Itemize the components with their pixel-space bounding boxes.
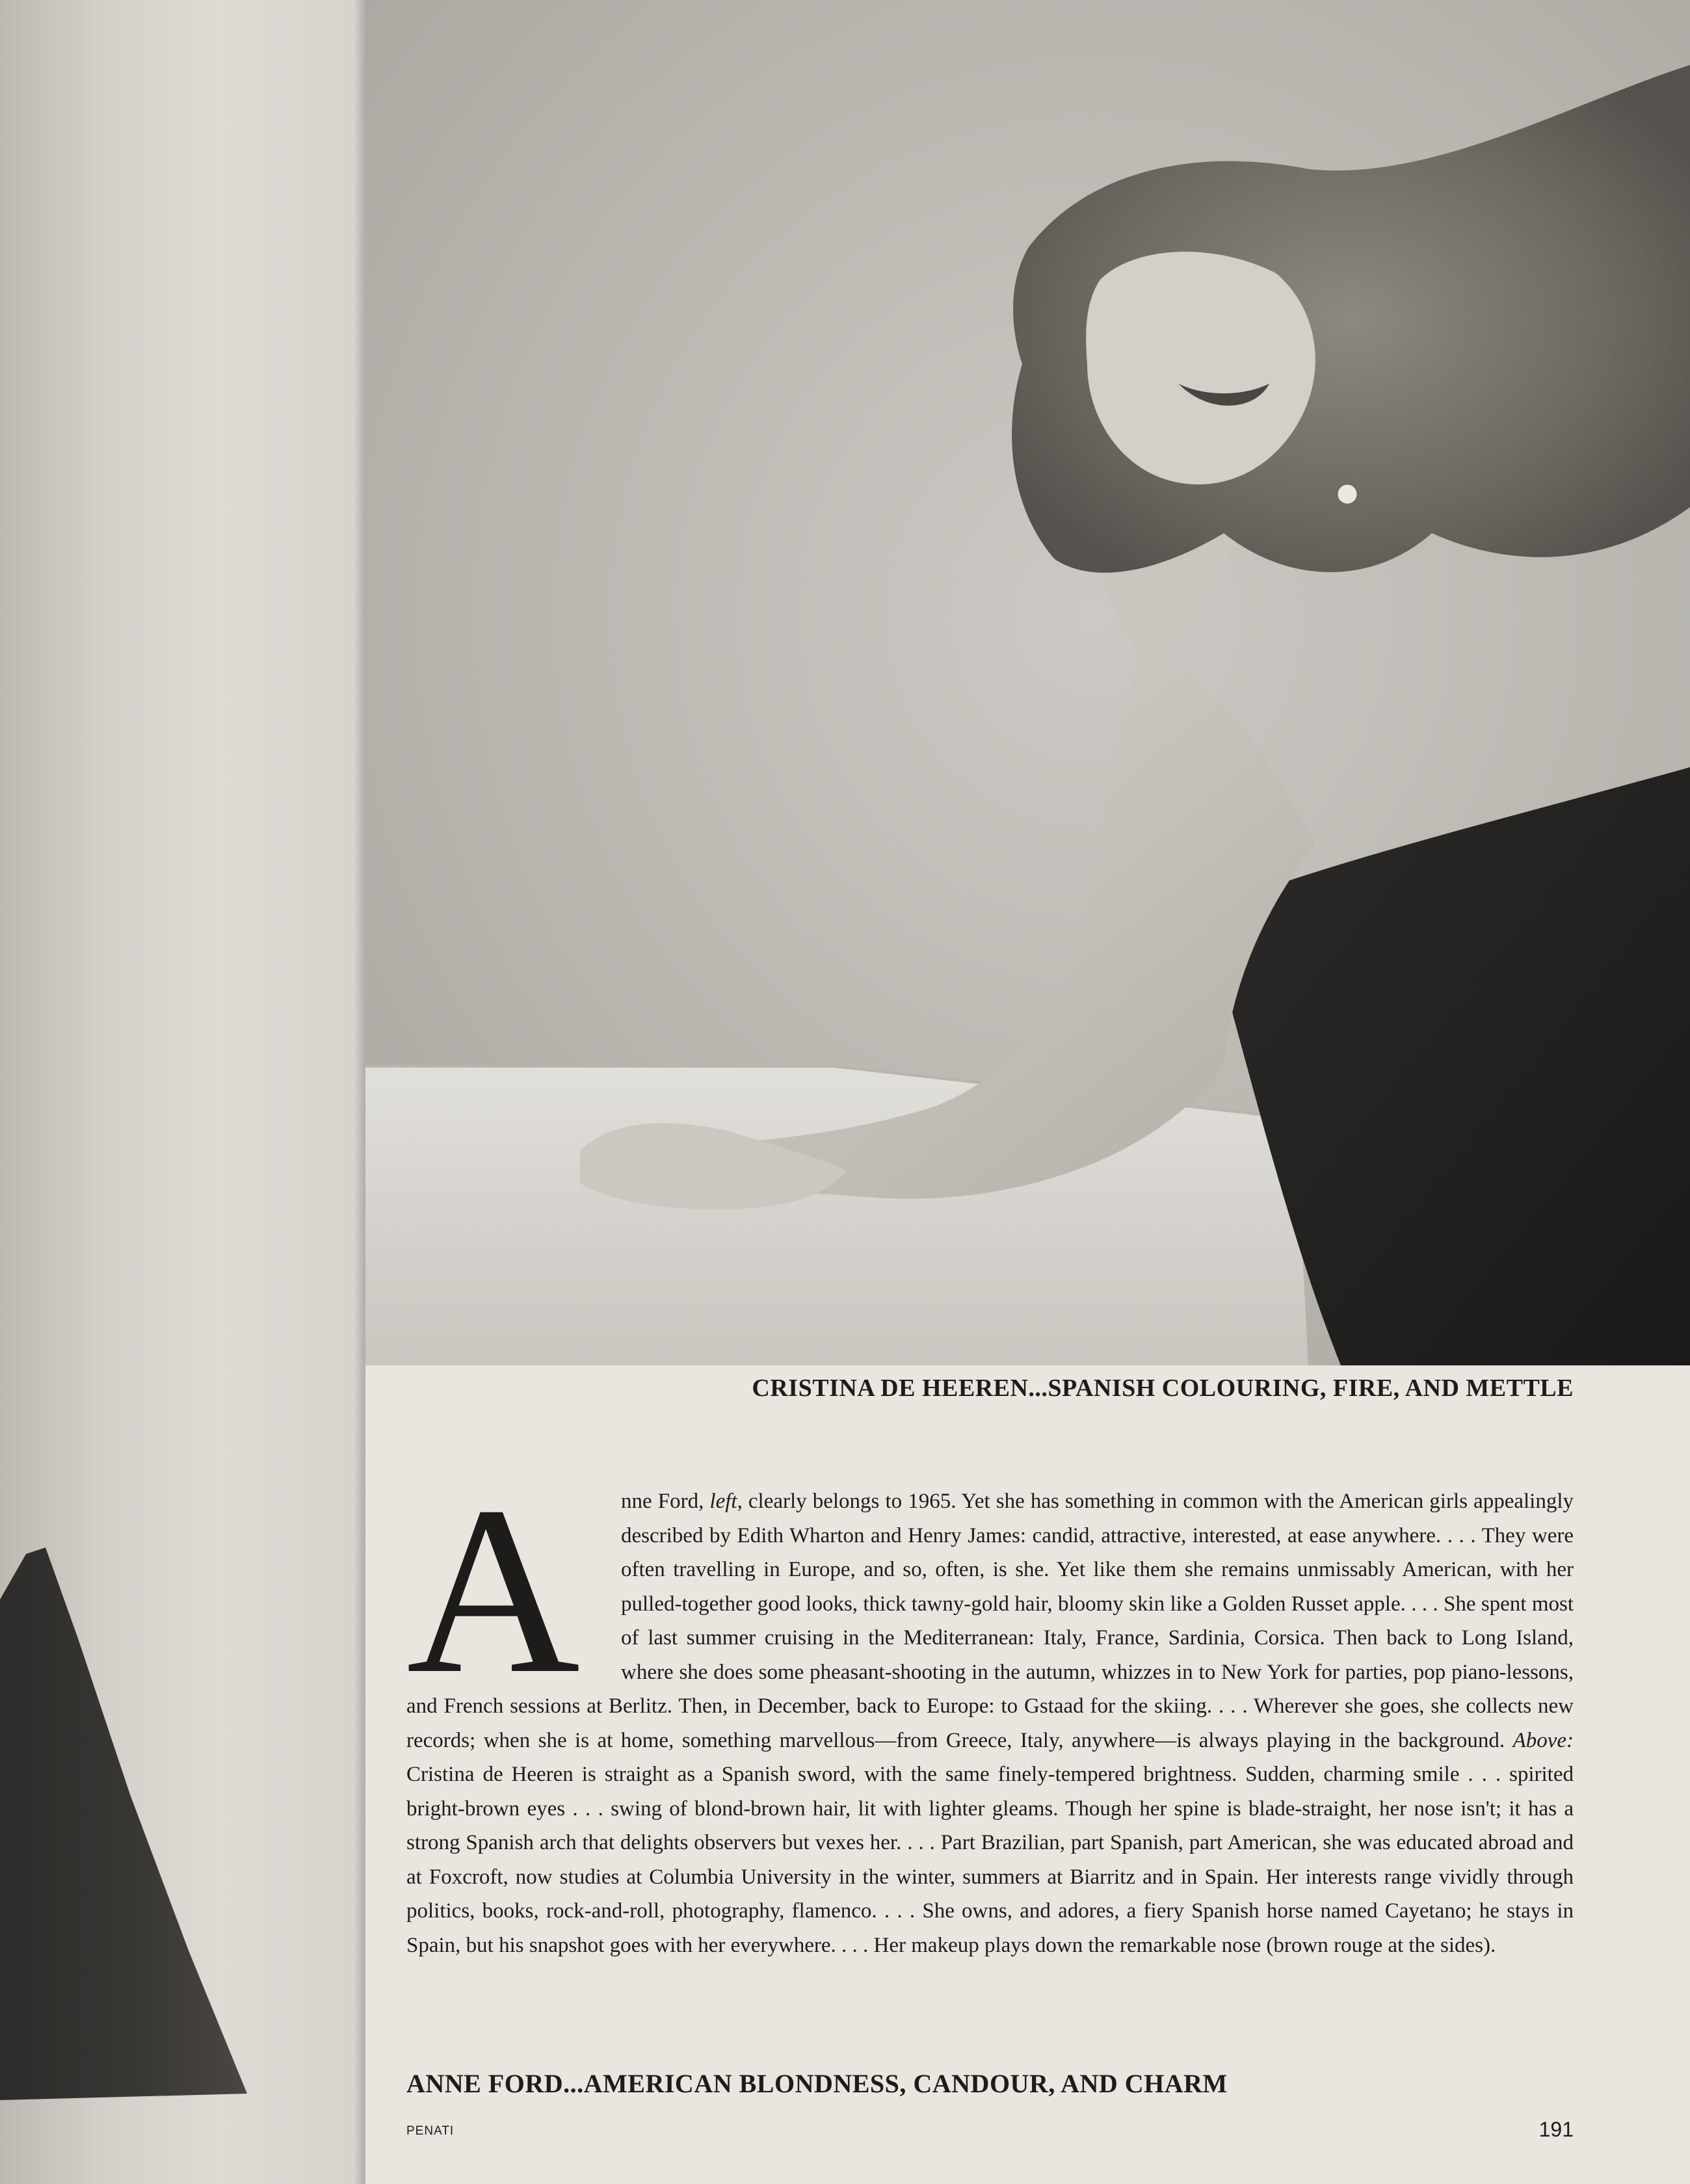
svg-text:A: A xyxy=(406,1476,581,1684)
article-text: nne Ford, left, clearly belongs to 1965. Yet she has something in common with the American girls appealingly described by Edith Wharton and Henry James: candid, attractive, interested, at ease anywhere. . . . They were often travelling in Europe, and so, often, is she. Yet like them she remains unmissably American, with her pulled-together good looks, thick tawny-gold hair, bloomy skin like a Golden Russet apple. . . . She spent most of last summer cruising in the Mediterranean: Italy, France, Sardinia, Corsica. Then back to Long Island, where she does some pheasant-shooting in the autumn, whizzes in to New York for parties, pop piano-lessons, and French sessions at Berlitz. Then, in December, back to Europe: to Gstaad for the skiing. . . . Wherever she goes, she collects new records; when she is at home, something marvellous—from Greece, Italy, anywhere—is always playing in the background. Above: Cristina de Heeren is straight as a Spanish sword, with the same finely-tempered brightness. Sudden, charming smile . . . spirited bright-brown eyes . . . swing of blond-brown hair, lit with lighter gleams. Though her spine is blade-straight, her nose isn't; it has a strong Spanish arch that delights observers but vexes her. . . . Part Brazilian, part Spanish, part American, she was educated abroad and at Foxcroft, now studies at Columbia University in the winter, summers at Biarritz and in Spain. Her interests range vividly through politics, books, rock-and-roll, photography, flamenco. . . . She owns, and adores, a fiery Spanish horse named Cayetano; he stays in Spain, but his snapshot goes with her everywhere. . . . Her makeup plays down the remarkable nose (brown rouge at the sides). xyxy=(406,1490,1574,1957)
adjacent-photo-edge xyxy=(0,0,365,2184)
photo-caption-bottom: ANNE FORD...AMERICAN BLONDNESS, CANDOUR, AND CHARM xyxy=(406,2069,1228,2098)
photo-caption-top: CRISTINA DE HEEREN...SPANISH COLOURING, FIRE, AND METTLE xyxy=(752,1375,1574,1402)
dark-garment-shape xyxy=(0,0,365,2184)
portrait-photograph xyxy=(365,0,1690,1365)
page-number: 191 xyxy=(1538,2118,1574,2141)
article-body xyxy=(406,1463,1574,2022)
photographer-credit: PENATI xyxy=(406,2124,455,2138)
